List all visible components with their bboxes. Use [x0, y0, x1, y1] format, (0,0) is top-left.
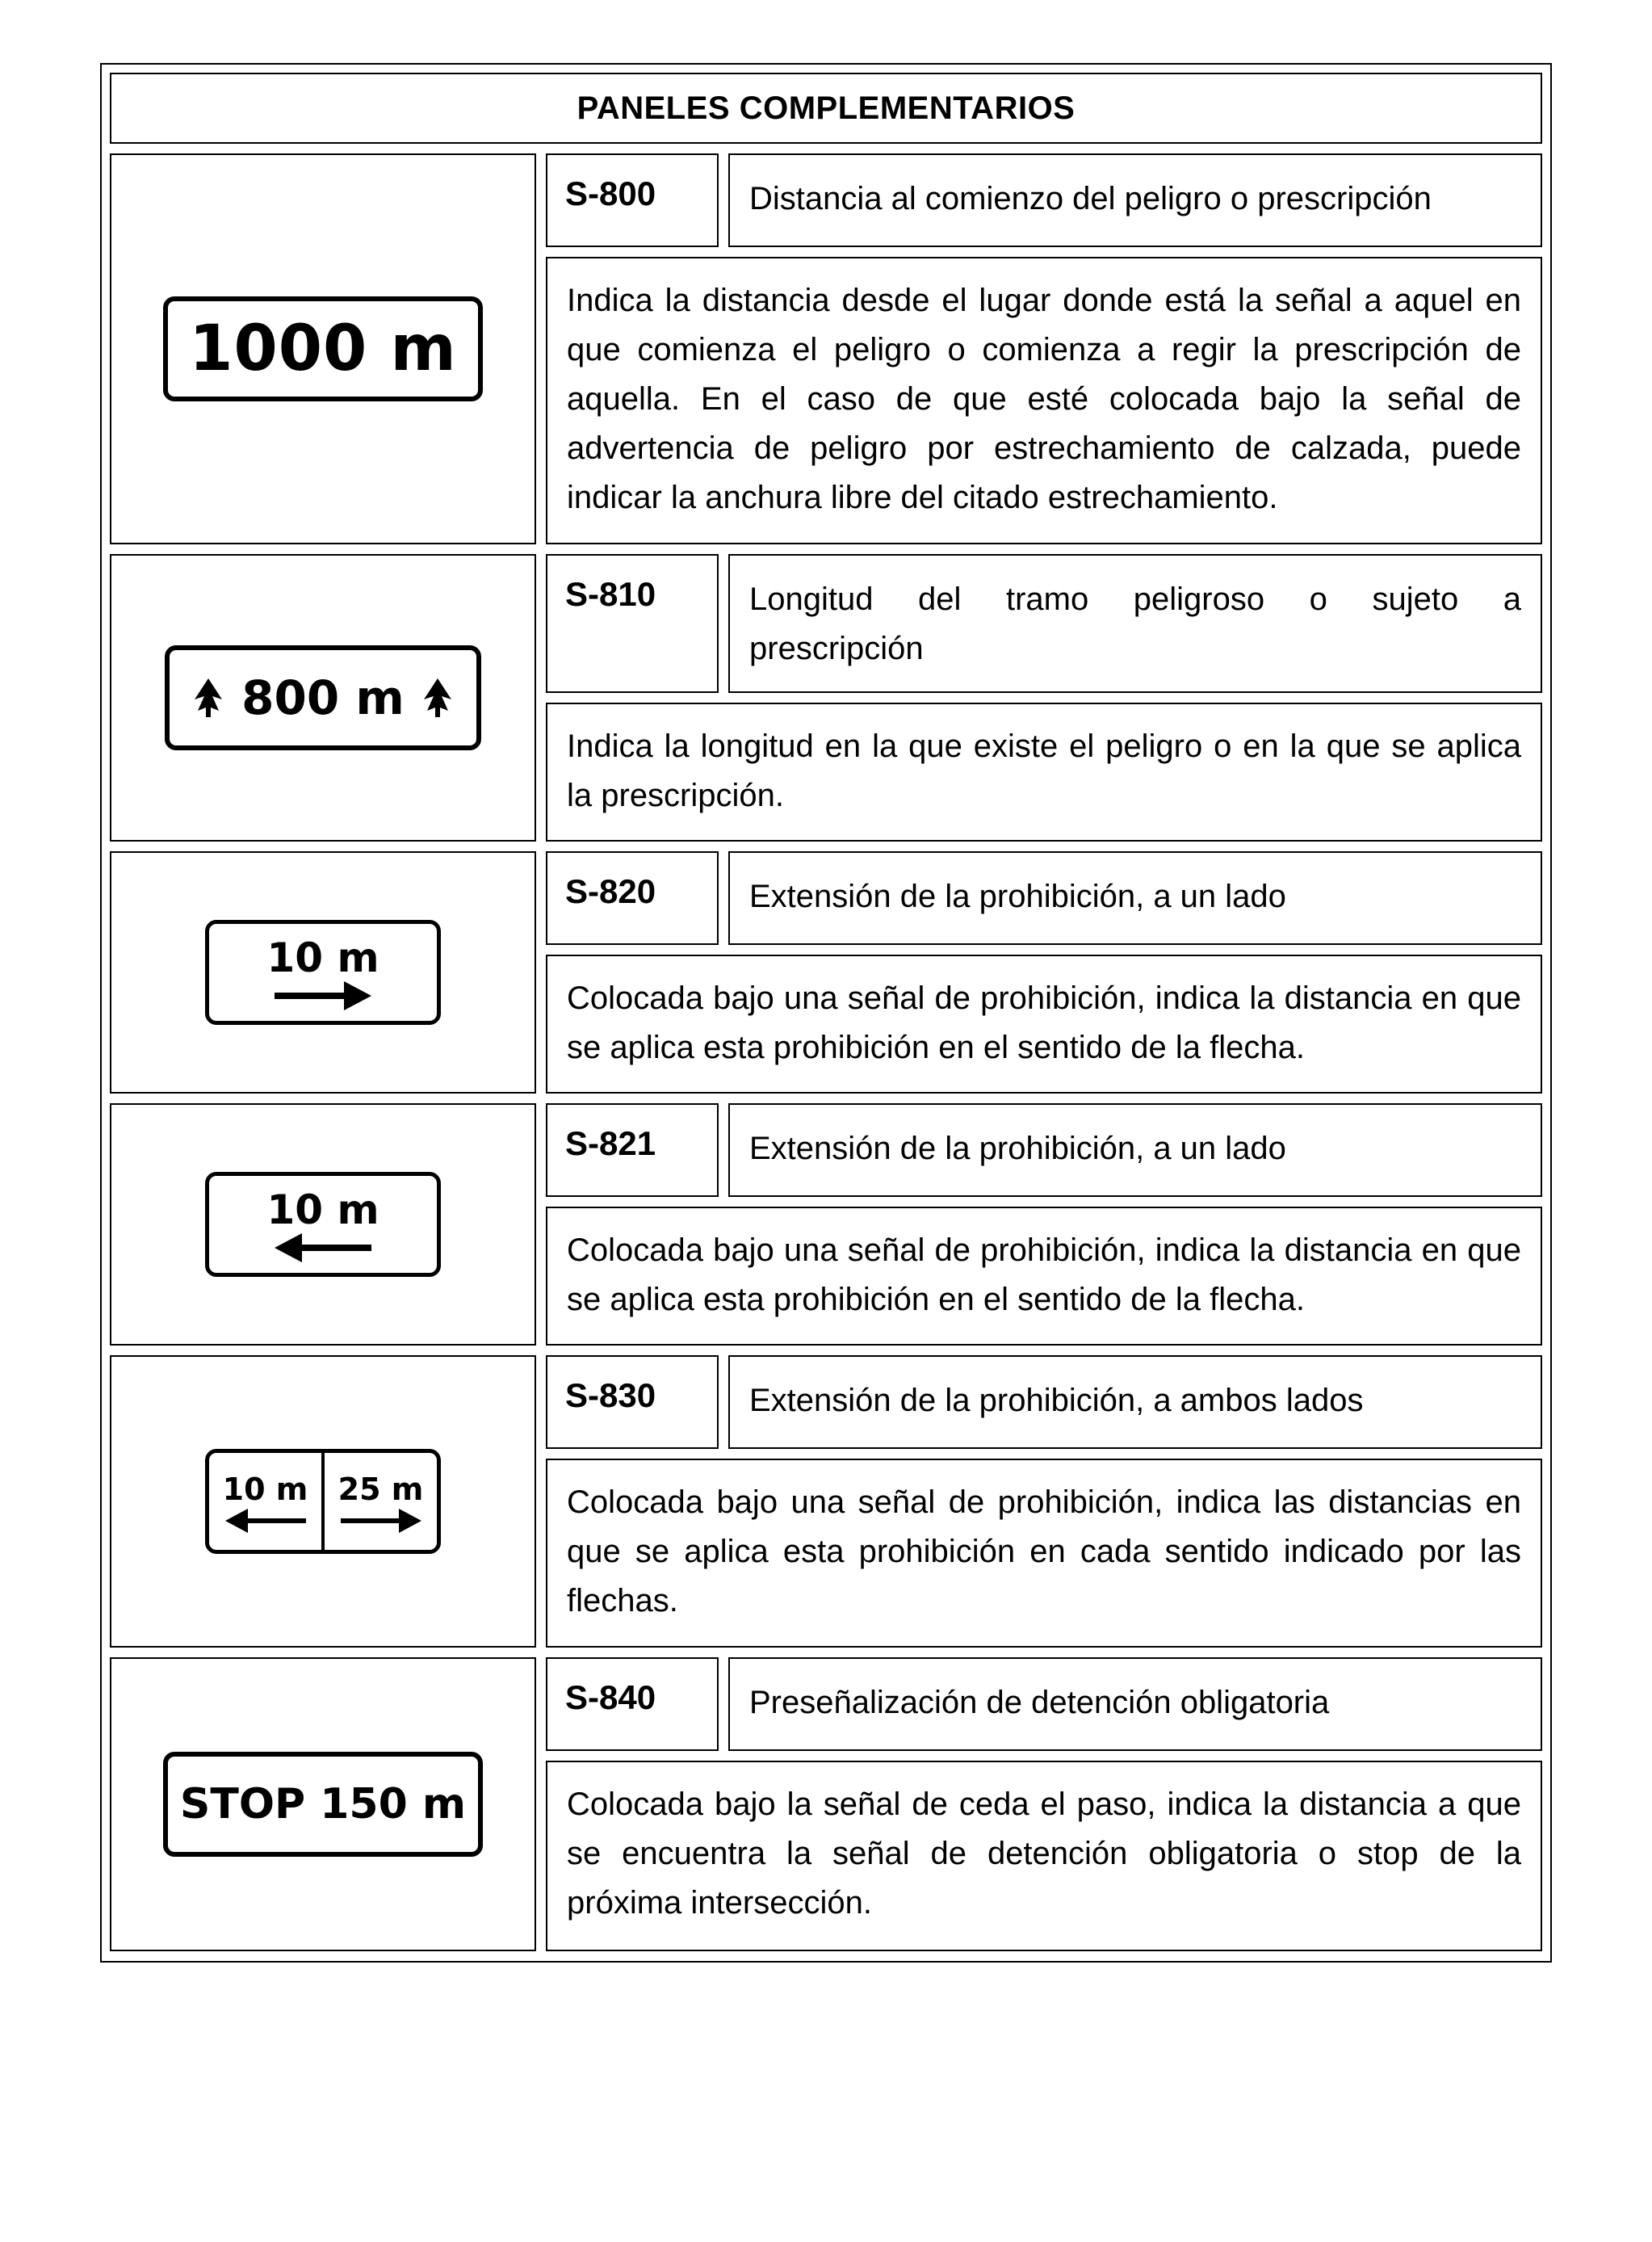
name-cell-s821 [728, 1103, 1542, 1197]
name-s840: Preseñalización de detención obligatoria [749, 1685, 1330, 1720]
arrow-left-icon [275, 1233, 371, 1262]
sign-s830-right [325, 1453, 437, 1550]
sign-s821 [205, 1172, 441, 1277]
code-s820: S-820 [565, 872, 656, 910]
sign-cell-s820 [110, 851, 536, 1094]
sign-cell-s800 [110, 153, 536, 544]
name-s800: Distancia al comienzo del peligro o prescripción [749, 181, 1432, 216]
sign-cell-s830 [110, 1355, 536, 1648]
sign-s800 [163, 296, 483, 401]
sign-s830 [205, 1449, 441, 1554]
sign-s821-text: 10 m [266, 1186, 379, 1233]
arrow-left-icon [225, 1509, 306, 1533]
sign-s810 [165, 645, 481, 750]
sign-s830-right-text: 25 m [338, 1472, 424, 1507]
description-cell-s800 [546, 257, 1542, 544]
name-s810-line2: prescripción [749, 631, 924, 666]
code-s821: S-821 [565, 1124, 656, 1162]
description-cell-s810 [546, 703, 1542, 842]
sign-cell-s821 [110, 1103, 536, 1346]
description-cell-s820 [546, 955, 1542, 1094]
sign-s820-text: 10 m [266, 934, 379, 981]
sign-s830-left [209, 1453, 321, 1550]
description-s810: Indica la longitud en la que existe el peligro o en la que se aplica la prescripción. [567, 728, 1521, 813]
description-s840: Colocada bajo la señal de ceda el paso, indica la distancia a que se encuentra la señal de detención obligatoria o stop de la próxima intersección. [567, 1786, 1521, 1921]
tree-icon [195, 678, 222, 717]
description-s800: Indica la distancia desde el lugar donde está la señal a aquel en que comienza el peligro o comienza a regir la prescripción de aquella. En el caso de que esté colocada bajo la señal de advertencia de peligro por estrechamiento de calzada, puede indicar la anchura libre del citado estrechamiento. [567, 283, 1521, 515]
name-s830: Extensión de la prohibición, a ambos lados [749, 1383, 1364, 1418]
sign-s810-text: 800 m [241, 670, 405, 725]
table-title: PANELES COMPLEMENTARIOS [577, 90, 1075, 126]
description-s821: Colocada bajo una señal de prohibición, indica la distancia en que se aplica esta prohibición en el sentido de la flecha. [567, 1232, 1521, 1317]
code-cell-s840 [546, 1657, 719, 1751]
name-cell-s820 [728, 851, 1542, 945]
name-s810-line1: Longitud del tramo peligroso o sujeto a [749, 581, 1521, 617]
description-s830: Colocada bajo una señal de prohibición, indica las distancias en que se aplica esta prohibición en cada sentido indicado por las flechas. [567, 1484, 1521, 1619]
code-cell-s821 [546, 1103, 719, 1197]
name-cell-s810 [728, 554, 1542, 693]
sign-s840 [163, 1752, 483, 1857]
code-cell-s810 [546, 554, 719, 693]
sign-cell-s840 [110, 1657, 536, 1951]
description-s820: Colocada bajo una señal de prohibición, indica la distancia en que se aplica esta prohibición en el sentido de la flecha. [567, 980, 1521, 1065]
tree-icon [424, 678, 451, 717]
name-cell-s800 [728, 153, 1542, 247]
code-s800: S-800 [565, 174, 656, 212]
code-s830: S-830 [565, 1376, 656, 1414]
table-header [110, 73, 1542, 144]
code-s810: S-810 [565, 575, 656, 613]
description-cell-s840 [546, 1761, 1542, 1951]
description-cell-s830 [546, 1459, 1542, 1648]
description-cell-s821 [546, 1207, 1542, 1346]
code-cell-s830 [546, 1355, 719, 1449]
name-cell-s830 [728, 1355, 1542, 1449]
arrow-right-icon [341, 1509, 421, 1533]
arrow-right-icon [275, 981, 371, 1010]
sign-s830-left-text: 10 m [222, 1472, 308, 1507]
sign-s820 [205, 920, 441, 1025]
code-cell-s800 [546, 153, 719, 247]
code-cell-s820 [546, 851, 719, 945]
name-cell-s840 [728, 1657, 1542, 1751]
sign-s800-text: 1000 m [189, 313, 457, 385]
sign-cell-s810 [110, 554, 536, 842]
code-s840: S-840 [565, 1678, 656, 1716]
sign-s840-text: STOP 150 m [179, 1780, 467, 1828]
name-s821: Extensión de la prohibición, a un lado [749, 1131, 1286, 1166]
name-s820: Extensión de la prohibición, a un lado [749, 879, 1286, 914]
